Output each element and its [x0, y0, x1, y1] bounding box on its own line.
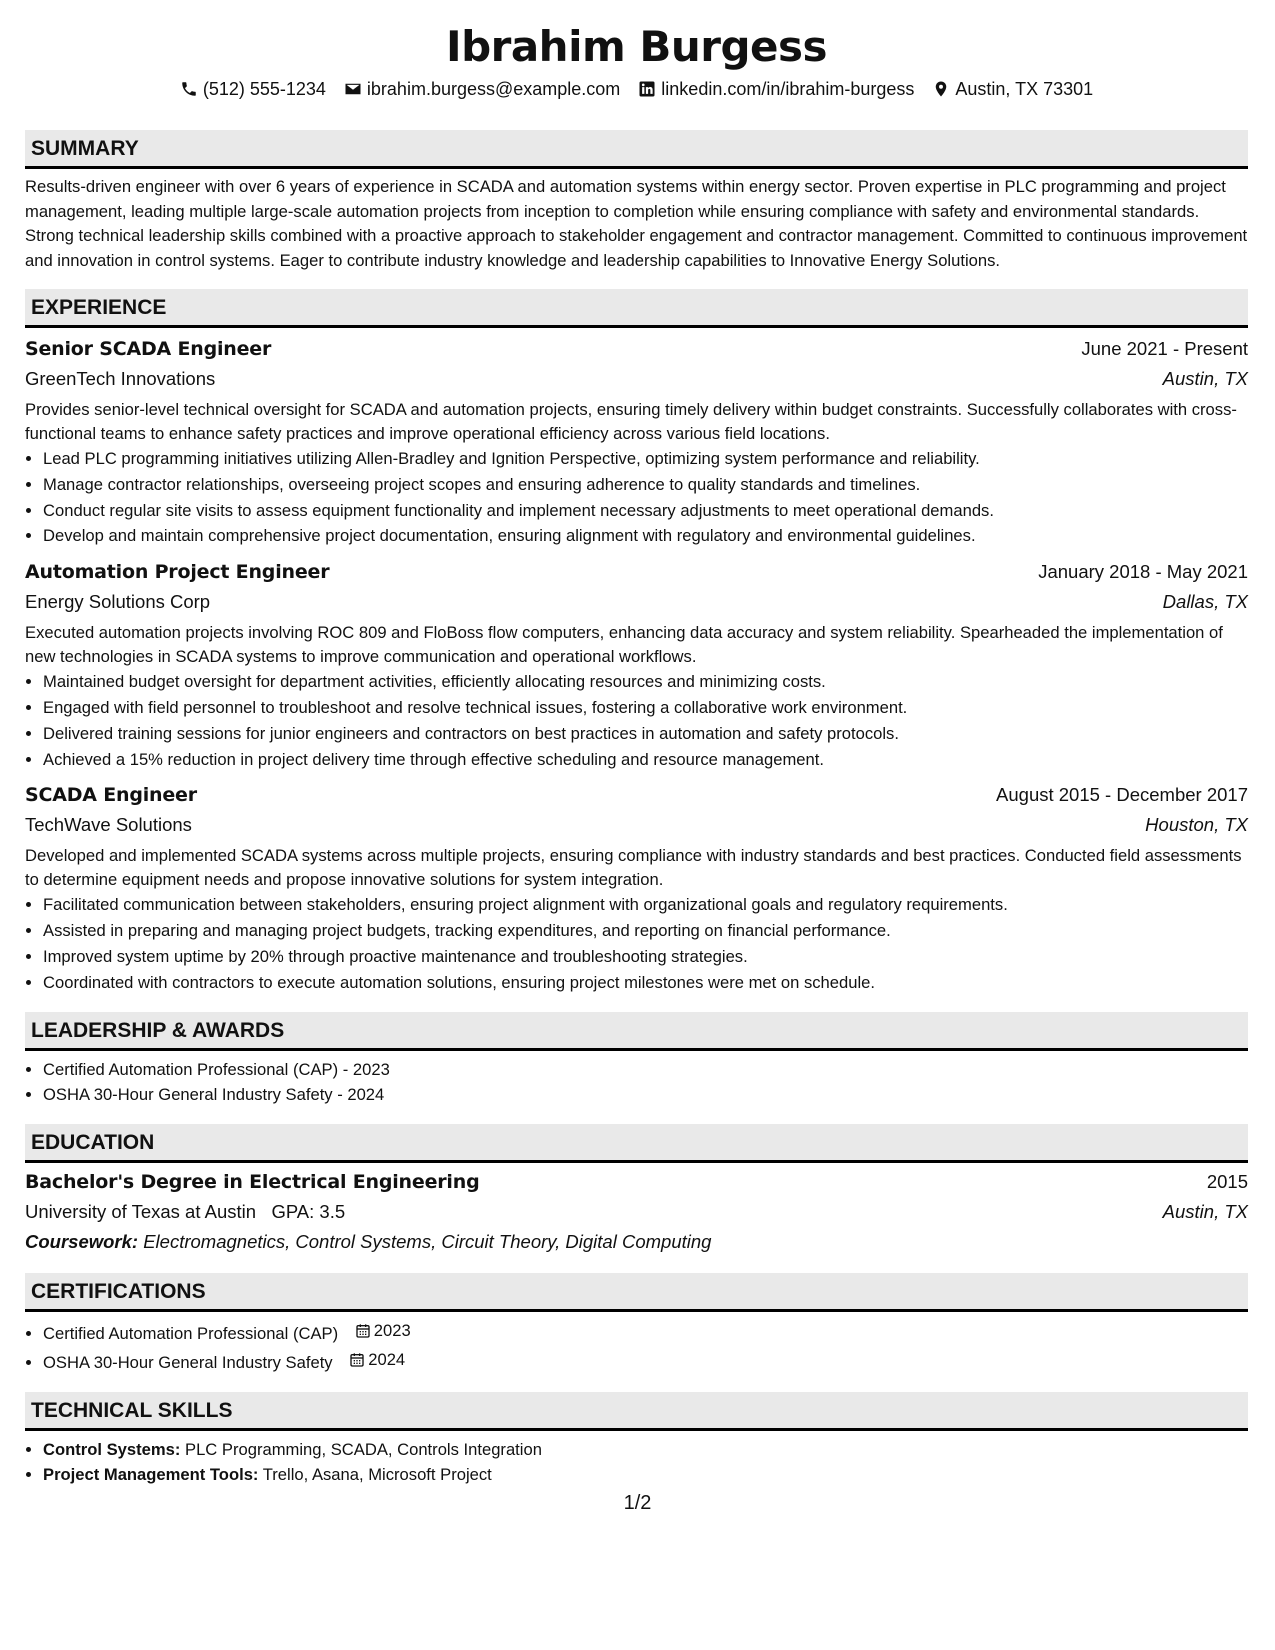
job-title: Automation Project Engineer: [25, 561, 330, 584]
coursework-text: Electromagnetics, Control Systems, Circuit Theory, Digital Computing: [143, 1231, 712, 1253]
job-bullet: • Maintained budget oversight for department activities, efficiently allocating resources and minimizing costs.: [43, 669, 1248, 695]
job-bullet: • Improved system uptime by 20% through proactive maintenance and troubleshooting strategies.: [43, 944, 1248, 970]
skills-section: [25, 1392, 1248, 1489]
contact-location: [932, 76, 1093, 102]
job-bullet: • Lead PLC programming initiatives utilizing Allen-Bradley and Ignition Perspective, optimizing system performance and reliability.: [43, 446, 1248, 472]
experience-heading: EXPERIENCE: [25, 289, 1248, 328]
linkedin-text[interactable]: linkedin.com/in/ibrahim-burgess: [661, 79, 915, 99]
job-bullet: • Conduct regular site visits to assess equipment functionality and implement necessary adjustments to meet operational demands.: [43, 498, 1248, 524]
map-pin-icon: [932, 80, 950, 98]
job-company-row: [25, 810, 1248, 840]
job-location: Dallas, TX: [1162, 591, 1248, 613]
coursework-label: Coursework:: [25, 1231, 139, 1253]
certification-date: [349, 1347, 405, 1373]
education-location: Austin, TX: [1162, 1201, 1248, 1223]
envelope-icon: [344, 80, 362, 98]
job-title: SCADA Engineer: [25, 784, 197, 807]
contact-phone: [180, 76, 326, 102]
experience-section: [25, 289, 1248, 996]
job-bullet: • Facilitated communication between stakeholders, ensuring project alignment with organizational goals and regulatory requirements.: [43, 892, 1248, 918]
job-dates: June 2021 - Present: [1081, 338, 1248, 359]
job-company: TechWave Solutions: [25, 814, 192, 836]
job-company-row: [25, 587, 1248, 617]
skill-value: PLC Programming, SCADA, Controls Integration: [185, 1439, 542, 1459]
certification-date: [355, 1318, 411, 1344]
job-description: Executed automation projects involving ROC 809 and FloBoss flow computers, enhancing data accuracy and system reliability. Spearheaded the implementation of new technologies in SCADA systems to improve communication and operational workflows.: [25, 623, 1223, 667]
leadership-section: [25, 1012, 1248, 1109]
job-bullet: • Assisted in preparing and managing project budgets, tracking expenditures, and reporting on financial performance.: [43, 918, 1248, 944]
leadership-list: [25, 1057, 1248, 1109]
job-description: Provides senior-level technical oversight for SCADA and automation projects, ensuring timely delivery within budget constraints. Successfully collaborates with cross-functional teams to enhance safety practices and improve operational efficiency across various field locations.: [25, 400, 1237, 443]
certification-year: 2023: [373, 1321, 411, 1341]
contact-email[interactable]: [344, 76, 620, 102]
summary-text: Results-driven engineer with over 6 years of experience in SCADA and automation systems within energy sector. Proven expertise in PLC programming and project management, leading multiple large-scale automation projects from inception to completion while ensuring compliance with safety and environmental standards. Strong technical leadership skills combined with a proactive approach to stakeholder engagement and contractor management. Committed to continuous improvement and innovation in control systems. Eager to contribute industry knowledge and leadership capabilities to Innovative Energy Solutions.: [25, 177, 1248, 270]
leadership-item: • Certified Automation Professional (CAP) - 2023: [43, 1057, 1248, 1083]
linkedin-icon: [638, 80, 656, 98]
job-company: GreenTech Innovations: [25, 368, 216, 389]
skill-label: Project Management Tools:: [43, 1465, 259, 1485]
job-location: Austin, TX: [1162, 368, 1248, 389]
resume-page: [25, 22, 1248, 1488]
skill-item: [43, 1462, 1248, 1488]
job-dates: January 2018 - May 2021: [1038, 561, 1248, 583]
certifications-list: [25, 1318, 1248, 1375]
job-bullets: [25, 669, 1248, 772]
skill-label: Control Systems:: [43, 1439, 181, 1459]
job-bullet: • Develop and maintain comprehensive project documentation, ensuring alignment with regulatory and environmental guidelines.: [43, 523, 1248, 549]
certification-name: Certified Automation Professional (CAP): [43, 1324, 339, 1344]
leadership-heading: LEADERSHIP & AWARDS: [25, 1012, 1248, 1051]
page-number: 1/2: [623, 1492, 652, 1514]
job-bullets: [25, 446, 1248, 549]
job-bullet: • Engaged with field personnel to troubleshoot and resolve technical issues, fostering a collaborative work environment.: [43, 695, 1248, 721]
education-coursework: [25, 1227, 1248, 1257]
education-school: University of Texas at Austin: [25, 1201, 257, 1223]
education-degree: Bachelor's Degree in Electrical Engineering: [25, 1171, 480, 1194]
education-school-line: [25, 1197, 345, 1227]
job-title-row: [25, 334, 1248, 364]
certification-item: [43, 1347, 1248, 1376]
job-dates: August 2015 - December 2017: [996, 784, 1248, 806]
job-bullet: • Coordinated with contractors to execute automation solutions, ensuring project milestones were met on schedule.: [43, 970, 1248, 996]
certifications-heading: CERTIFICATIONS: [25, 1273, 1248, 1312]
location-text: Austin, TX 73301: [955, 79, 1094, 99]
education-year: 2015: [1206, 1171, 1248, 1193]
job-entry: [25, 780, 1248, 995]
education-degree-row: [25, 1167, 1248, 1197]
contact-linkedin[interactable]: [638, 76, 914, 102]
email-text[interactable]: ibrahim.burgess@example.com: [366, 79, 621, 99]
job-company: Energy Solutions Corp: [25, 591, 211, 613]
education-school-row: [25, 1197, 1248, 1227]
job-title: Senior SCADA Engineer: [25, 338, 272, 360]
calendar-icon: [349, 1352, 365, 1368]
summary-section: [25, 130, 1248, 273]
job-bullets: [25, 892, 1248, 995]
job-title-row: [25, 780, 1248, 810]
certification-name: OSHA 30-Hour General Industry Safety: [43, 1352, 333, 1372]
education-gpa: GPA: 3.5: [271, 1201, 346, 1223]
job-location: Houston, TX: [1145, 814, 1248, 836]
job-company-row: [25, 364, 1248, 394]
job-entry: [25, 557, 1248, 772]
contact-bar: [25, 76, 1248, 102]
phone-icon: [180, 80, 198, 98]
job-description: Developed and implemented SCADA systems across multiple projects, ensuring compliance with industry standards and best practices. Conducted field assessments to determine equipment needs and propose innovative solutions for system integration.: [25, 846, 1242, 890]
skill-value: Trello, Asana, Microsoft Project: [262, 1465, 492, 1485]
job-entry: [25, 334, 1248, 549]
summary-heading: SUMMARY: [25, 130, 1248, 169]
job-title-row: [25, 557, 1248, 587]
certification-item: [43, 1318, 1248, 1347]
skill-item: [43, 1437, 1248, 1463]
calendar-icon: [355, 1323, 371, 1339]
certifications-section: [25, 1273, 1248, 1375]
phone-text: (512) 555-1234: [202, 79, 326, 99]
education-heading: EDUCATION: [25, 1124, 1248, 1163]
job-bullet: • Achieved a 15% reduction in project delivery time through effective scheduling and resource management.: [43, 747, 1248, 773]
candidate-name: Ibrahim Burgess: [445, 22, 828, 71]
job-bullet: • Delivered training sessions for junior engineers and contractors on best practices in automation and safety protocols.: [43, 721, 1248, 747]
certification-year: 2024: [368, 1349, 406, 1369]
skills-list: [25, 1437, 1248, 1489]
skills-heading: TECHNICAL SKILLS: [25, 1392, 1248, 1431]
job-bullet: • Manage contractor relationships, overseeing project scopes and ensuring adherence to quality standards and timelines.: [43, 472, 1248, 498]
education-section: [25, 1124, 1248, 1257]
leadership-item: • OSHA 30-Hour General Industry Safety - 2024: [43, 1082, 1248, 1108]
